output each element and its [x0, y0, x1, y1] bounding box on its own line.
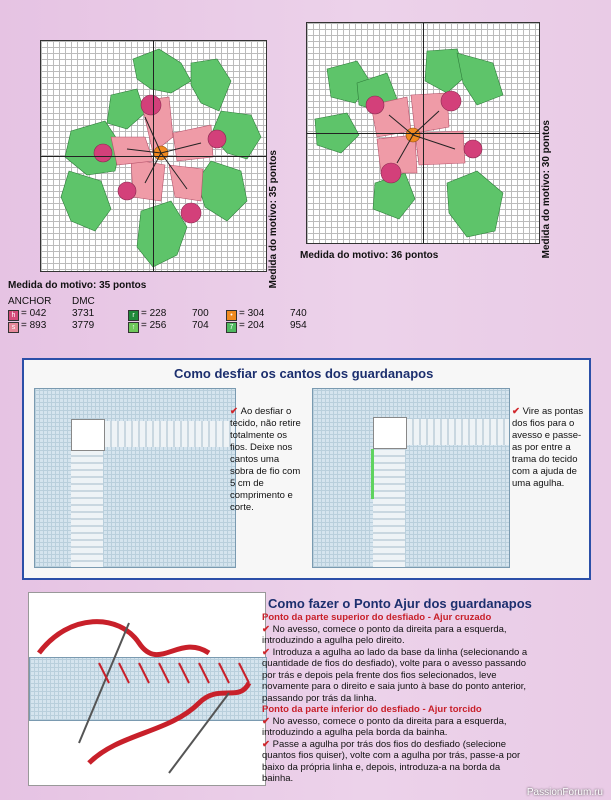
- ajur-subtitle-1: Ponto da parte superior do desfiado - Ajur cruzado: [262, 612, 492, 623]
- needle-thread-drawing: [29, 593, 265, 785]
- ajur-step: [262, 739, 532, 785]
- anchor-code: = 304: [239, 308, 265, 319]
- ajur-step: [262, 624, 532, 647]
- desfiar-section: [22, 358, 591, 580]
- ajur-subtitle-2: Ponto da parte inferior do desfiado - Ajur torcido: [262, 704, 482, 715]
- dmc-code: 3779: [72, 320, 95, 331]
- note-text: Ao desfiar o tecido, não retire totalmente os fios. Deixe nos cantos uma sobra de fio com 5 cm de comprimento e corte.: [230, 406, 301, 513]
- ajur-illustration: [28, 592, 266, 786]
- dmc-code: 704: [192, 320, 209, 331]
- legend-row: [226, 320, 307, 333]
- check-icon: ✔: [262, 623, 273, 635]
- desfiar-note-1: [230, 406, 302, 514]
- ajur-step: [262, 647, 532, 705]
- fabric-illustration-2: [312, 388, 510, 568]
- dmc-code: 740: [290, 308, 307, 319]
- legend-header-dmc: DMC: [72, 296, 95, 307]
- ajur-step: [262, 716, 532, 739]
- desfiar-title: Como desfiar os cantos dos guardanapos: [174, 366, 434, 381]
- dmc-code: 954: [290, 320, 307, 331]
- color-swatch: 7: [226, 322, 237, 333]
- check-icon: ✔: [262, 715, 273, 727]
- legend-row: [128, 320, 209, 333]
- fabric-illustration-1: [34, 388, 236, 568]
- anchor-code: = 256: [141, 320, 167, 331]
- color-swatch: h: [8, 310, 19, 321]
- color-swatch: •: [226, 310, 237, 321]
- check-icon: ✔: [230, 406, 241, 417]
- left-chart-width-label: Medida do motivo: 35 pontos: [8, 280, 147, 291]
- color-swatch: s: [8, 322, 19, 333]
- ajur-instructions: [262, 612, 532, 785]
- anchor-code: = 204: [239, 320, 265, 331]
- color-swatch: r: [128, 310, 139, 321]
- step-text: Introduza a agulha ao lado da base da linha (selecionando a quantidade de fios do desfiado), volte para o avesso passando por trás e depois pela frente dos fios selecionados, leve novamente para o direito e saia junto à base do ponto anterior, passando por trás da linha.: [262, 646, 528, 704]
- check-icon: ✔: [512, 406, 523, 417]
- dmc-code: 700: [192, 308, 209, 319]
- right-chart-width-label: Medida do motivo: 36 pontos: [300, 250, 439, 261]
- anchor-code: = 042: [21, 308, 47, 319]
- desfiar-note-2: [512, 406, 584, 490]
- note-text: Vire as pontas dos fios para o avesso e passe-as por entre a trama do tecido com a ajuda de uma agulha.: [512, 406, 584, 489]
- right-chart-height-label: Medida do motivo: 30 pontos: [541, 120, 552, 259]
- left-chart-height-label: Medida do motivo: 35 pontos: [268, 150, 279, 289]
- cross-stitch-chart-right: [306, 22, 540, 244]
- legend-row: [8, 320, 95, 333]
- check-icon: ✔: [262, 646, 273, 658]
- dmc-code: 3731: [72, 308, 95, 319]
- watermark: PassionForum.ru: [526, 787, 603, 798]
- cross-stitch-chart-left: [40, 40, 267, 272]
- anchor-code: = 228: [141, 308, 167, 319]
- step-text: No avesso, comece o ponto da direita para a esquerda, introduzindo a agulha pela borda da bainha.: [262, 715, 507, 738]
- legend-header-anchor: ANCHOR: [8, 296, 52, 307]
- step-text: No avesso, comece o ponto da direita para a esquerda, introduzindo a agulha pelo direito.: [262, 623, 507, 646]
- color-swatch: ↑: [128, 322, 139, 333]
- anchor-code: = 893: [21, 320, 47, 331]
- step-text: Passe a agulha por trás dos fios do desfiado (selecione quantos fios quiser), volte com a agulha por trás, passe-a por baixo da própria linha e, depois, introduza-a na borda da bainha.: [262, 738, 521, 784]
- check-icon: ✔: [262, 738, 273, 750]
- ajur-title: Como fazer o Ponto Ajur dos guardanapos: [268, 596, 532, 611]
